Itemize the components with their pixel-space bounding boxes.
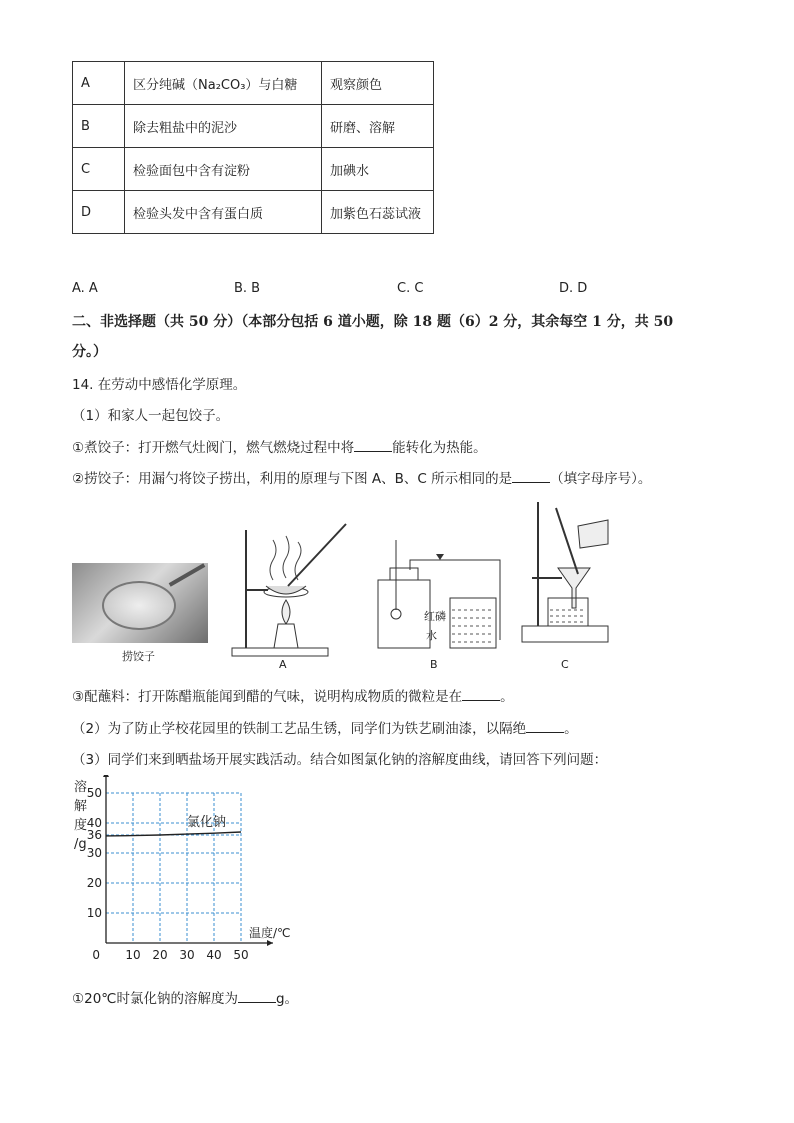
sub-1-text-end: 能转化为热能。 xyxy=(392,440,487,456)
x-tick-label: 10 xyxy=(125,948,141,962)
y-tick-label: 40 xyxy=(86,816,102,830)
y-tick-label: 36 xyxy=(86,828,102,842)
dumpling-photo xyxy=(72,563,208,643)
figure-c-filtration xyxy=(518,498,618,650)
option-key: D xyxy=(73,191,125,234)
x-axis-label: 温度/℃ xyxy=(249,926,291,940)
option-purpose: 区分纯碱（Na₂CO₃）与白糖 xyxy=(125,62,322,105)
figure-a-evaporation xyxy=(228,520,353,660)
figure-a-label: A xyxy=(279,658,287,671)
filtrate-lines xyxy=(550,610,586,622)
sub-3-text-end: 。 xyxy=(500,689,514,705)
option-method: 研磨、溶解 xyxy=(322,105,434,148)
table-row xyxy=(73,105,434,148)
option-key: C xyxy=(73,148,125,191)
bottle xyxy=(378,580,430,648)
figure-c-label: C xyxy=(561,658,569,671)
answer-blank[interactable] xyxy=(238,990,276,1003)
y-tick-label: 30 xyxy=(86,846,102,860)
glass-rod xyxy=(288,524,346,586)
strainer-handle xyxy=(169,563,206,586)
y-tick-label: 50 xyxy=(86,786,102,800)
option-method: 观察颜色 xyxy=(322,62,434,105)
x-axis-arrow xyxy=(267,940,273,946)
steam-lines xyxy=(270,536,301,580)
stand-base xyxy=(232,648,328,656)
figure-b-water-label: 水 xyxy=(426,629,437,642)
question-title: 14. 在劳动中感悟化学原理。 xyxy=(72,377,247,393)
y-axis-label: 溶 xyxy=(74,780,88,795)
x-tick-label: 0 xyxy=(92,948,100,962)
sub-4 xyxy=(72,987,298,1007)
water-lines xyxy=(452,610,494,642)
x-tick-label: 20 xyxy=(152,948,168,962)
option-key: B xyxy=(73,105,125,148)
option-purpose: 检验面包中含有淀粉 xyxy=(125,148,322,191)
solubility-chart xyxy=(70,775,320,975)
sub-3-text: ③配蘸料：打开陈醋瓶能闻到醋的气味，说明构成物质的微粒是在 xyxy=(72,689,463,705)
sub-4-text: ①20℃时氯化钠的溶解度为 xyxy=(72,991,238,1007)
choice-c[interactable]: C. C xyxy=(397,281,424,296)
table-row xyxy=(73,62,434,105)
table-row xyxy=(73,148,434,191)
photo-caption: 捞饺子 xyxy=(122,650,155,663)
x-tick-label: 40 xyxy=(206,948,222,962)
flame xyxy=(282,600,290,624)
y-tick-label: 10 xyxy=(86,906,102,920)
part-1: （1）和家人一起包饺子。 xyxy=(72,408,230,424)
answer-blank[interactable] xyxy=(354,439,392,452)
sub-2 xyxy=(72,467,651,487)
section-heading-cont: 分。） xyxy=(72,344,107,360)
section-heading: 二、非选择题（共 50 分）（本部分包括 6 道小题，除 18 题（6）2 分，其余每空 1 分，共 50 xyxy=(72,314,674,330)
figure-b-red-phosphorus-label: 红磷 xyxy=(424,610,446,623)
answer-blank[interactable] xyxy=(526,720,564,733)
option-purpose: 检验头发中含有蛋白质 xyxy=(125,191,322,234)
choice-d[interactable]: D. D xyxy=(559,281,588,296)
sub-1-text: ①煮饺子：打开燃气灶阀门，燃气燃烧过程中将 xyxy=(72,440,355,456)
evaporating-dish xyxy=(266,586,306,594)
alcohol-lamp xyxy=(274,624,298,648)
sub-2-text-end: （填字母序号）。 xyxy=(550,471,652,487)
y-axis-label: 解 xyxy=(74,799,88,814)
y-axis-arrow xyxy=(103,775,109,777)
clamp-valve xyxy=(436,554,444,560)
part-3: （3）同学们来到晒盐场开展实践活动。结合如图氯化钠的溶解度曲线，请回答下列问题： xyxy=(72,752,608,768)
answer-blank[interactable] xyxy=(512,470,550,483)
choice-a[interactable]: A. A xyxy=(72,281,98,296)
figure-b-label: B xyxy=(430,658,438,671)
beaker xyxy=(450,598,496,648)
option-method: 加紫色石蕊试液 xyxy=(322,191,434,234)
option-key: A xyxy=(73,62,125,105)
strainer-shape xyxy=(102,581,176,630)
stand-base xyxy=(522,626,608,642)
answer-blank[interactable] xyxy=(462,688,500,701)
y-tick-label: 20 xyxy=(86,876,102,890)
part-2 xyxy=(72,717,578,737)
y-axis-label: /g xyxy=(74,837,87,852)
table-row xyxy=(73,191,434,234)
choice-b[interactable]: B. B xyxy=(234,281,261,296)
part-2-text-end: 。 xyxy=(564,721,578,737)
glass-rod xyxy=(556,508,578,574)
x-tick-label: 50 xyxy=(233,948,249,962)
options-table xyxy=(72,61,434,234)
option-method: 加碘水 xyxy=(322,148,434,191)
sub-4-text-end: g。 xyxy=(275,991,299,1007)
series-label: 氯化钠 xyxy=(187,815,227,830)
option-purpose: 除去粗盐中的泥沙 xyxy=(125,105,322,148)
sub-2-text: ②捞饺子：用漏勺将饺子捞出，利用的原理与下图 A、B、C 所示相同的是 xyxy=(72,471,513,487)
y-axis-label: 度 xyxy=(74,818,88,833)
x-tick-label: 30 xyxy=(179,948,195,962)
funnel xyxy=(558,568,590,608)
spoon xyxy=(391,609,401,619)
pouring-beaker xyxy=(578,520,608,548)
stopper xyxy=(390,568,418,580)
sub-1 xyxy=(72,436,487,456)
sub-3 xyxy=(72,685,514,705)
connecting-tube xyxy=(410,560,500,640)
part-2-text: （2）为了防止学校花园里的铁制工艺品生锈，同学们为铁艺刷油漆，以隔绝 xyxy=(72,721,527,737)
figure-b-phosphorus xyxy=(370,540,505,655)
